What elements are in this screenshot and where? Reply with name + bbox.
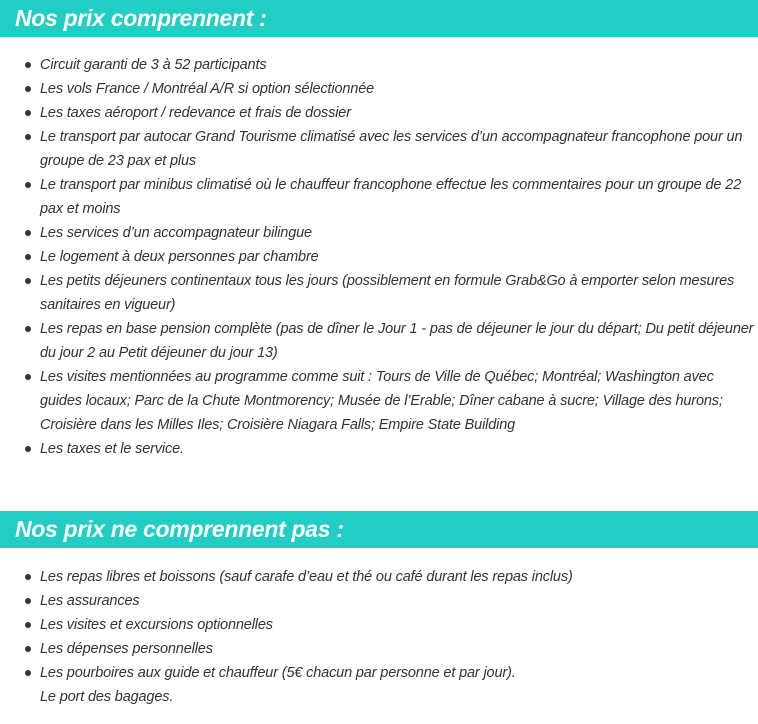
list-item <box>0 589 758 613</box>
list-item <box>0 613 758 637</box>
bullet-icon <box>25 278 31 284</box>
bullet-icon <box>25 134 31 140</box>
list-item <box>0 565 758 589</box>
list-item-text: Les repas en base pension complète (pas de dîner le Jour 1 - pas de déjeuner le jour du départ; Du petit déjeuner du jour 2 au Petit déjeuner du jour 13) <box>40 321 754 361</box>
bullet-icon <box>25 670 31 676</box>
list-item-text: Les services d’un accompagnateur bilingue <box>40 225 312 241</box>
bullet-icon <box>25 646 31 652</box>
bullet-icon <box>25 374 31 380</box>
list-item-text: Les assurances <box>40 593 140 609</box>
included-title: Nos prix comprennent : <box>0 0 758 37</box>
excluded-list <box>0 565 758 709</box>
list-item-text: Les taxes et le service. <box>40 441 184 457</box>
bullet-icon <box>25 86 31 92</box>
list-item <box>0 661 758 709</box>
bullet-icon <box>25 446 31 452</box>
list-item <box>0 637 758 661</box>
list-item <box>0 173 758 221</box>
bullet-icon <box>25 230 31 236</box>
list-item-text: Les visites et excursions optionnelles <box>40 617 273 633</box>
list-item <box>0 101 758 125</box>
list-item-text: Les dépenses personnelles <box>40 641 213 657</box>
list-item-text: Les visites mentionnées au programme comme suit : Tours de Ville de Québec; Montréal; Washington avec guides locaux; Parc de la Chute Montmorency; Musée de l’Erable; Dîner cabane à sucre; Village des hurons; Croisière dans les Milles Iles; Croisière Niagara Falls; Empire State Building <box>40 369 723 433</box>
list-item <box>0 125 758 173</box>
list-item <box>0 365 758 437</box>
bullet-icon <box>25 62 31 68</box>
bullet-icon <box>25 254 31 260</box>
list-item-text: Circuit garanti de 3 à 52 participants <box>40 57 267 73</box>
bullet-icon <box>25 622 31 628</box>
list-item <box>0 221 758 245</box>
excluded-section <box>0 511 758 709</box>
list-item-text: Le logement à deux personnes par chambre <box>40 249 319 265</box>
list-item-text-continued: Le port des bagages. <box>40 689 174 705</box>
list-item-text: Les repas libres et boissons (sauf carafe d’eau et thé ou café durant les repas inclus) <box>40 569 573 585</box>
bullet-icon <box>25 110 31 116</box>
bullet-icon <box>25 326 31 332</box>
list-item <box>0 77 758 101</box>
excluded-title: Nos prix ne comprennent pas : <box>0 511 758 548</box>
list-item <box>0 53 758 77</box>
list-item-text: Les taxes aéroport / redevance et frais de dossier <box>40 105 351 121</box>
list-item-text: Le transport par autocar Grand Tourisme climatisé avec les services d’un accompagnateur francophone pour un groupe de 23 pax et plus <box>40 129 743 169</box>
bullet-icon <box>25 574 31 580</box>
list-item <box>0 437 758 461</box>
included-list <box>0 53 758 461</box>
list-item-text: Le transport par minibus climatisé où le chauffeur francophone effectue les commentaires pour un groupe de 22 pax et moins <box>40 177 742 217</box>
list-item-text: Les petits déjeuners continentaux tous les jours (possiblement en formule Grab&Go à emporter selon mesures sanitaires en vigueur) <box>40 273 735 313</box>
bullet-icon <box>25 182 31 188</box>
list-item-text: Les vols France / Montréal A/R si option sélectionnée <box>40 81 375 97</box>
bullet-icon <box>25 598 31 604</box>
list-item <box>0 245 758 269</box>
list-item-text: Les pourboires aux guide et chauffeur (5€ chacun par personne et par jour). <box>40 665 516 681</box>
list-item <box>0 317 758 365</box>
list-item <box>0 269 758 317</box>
